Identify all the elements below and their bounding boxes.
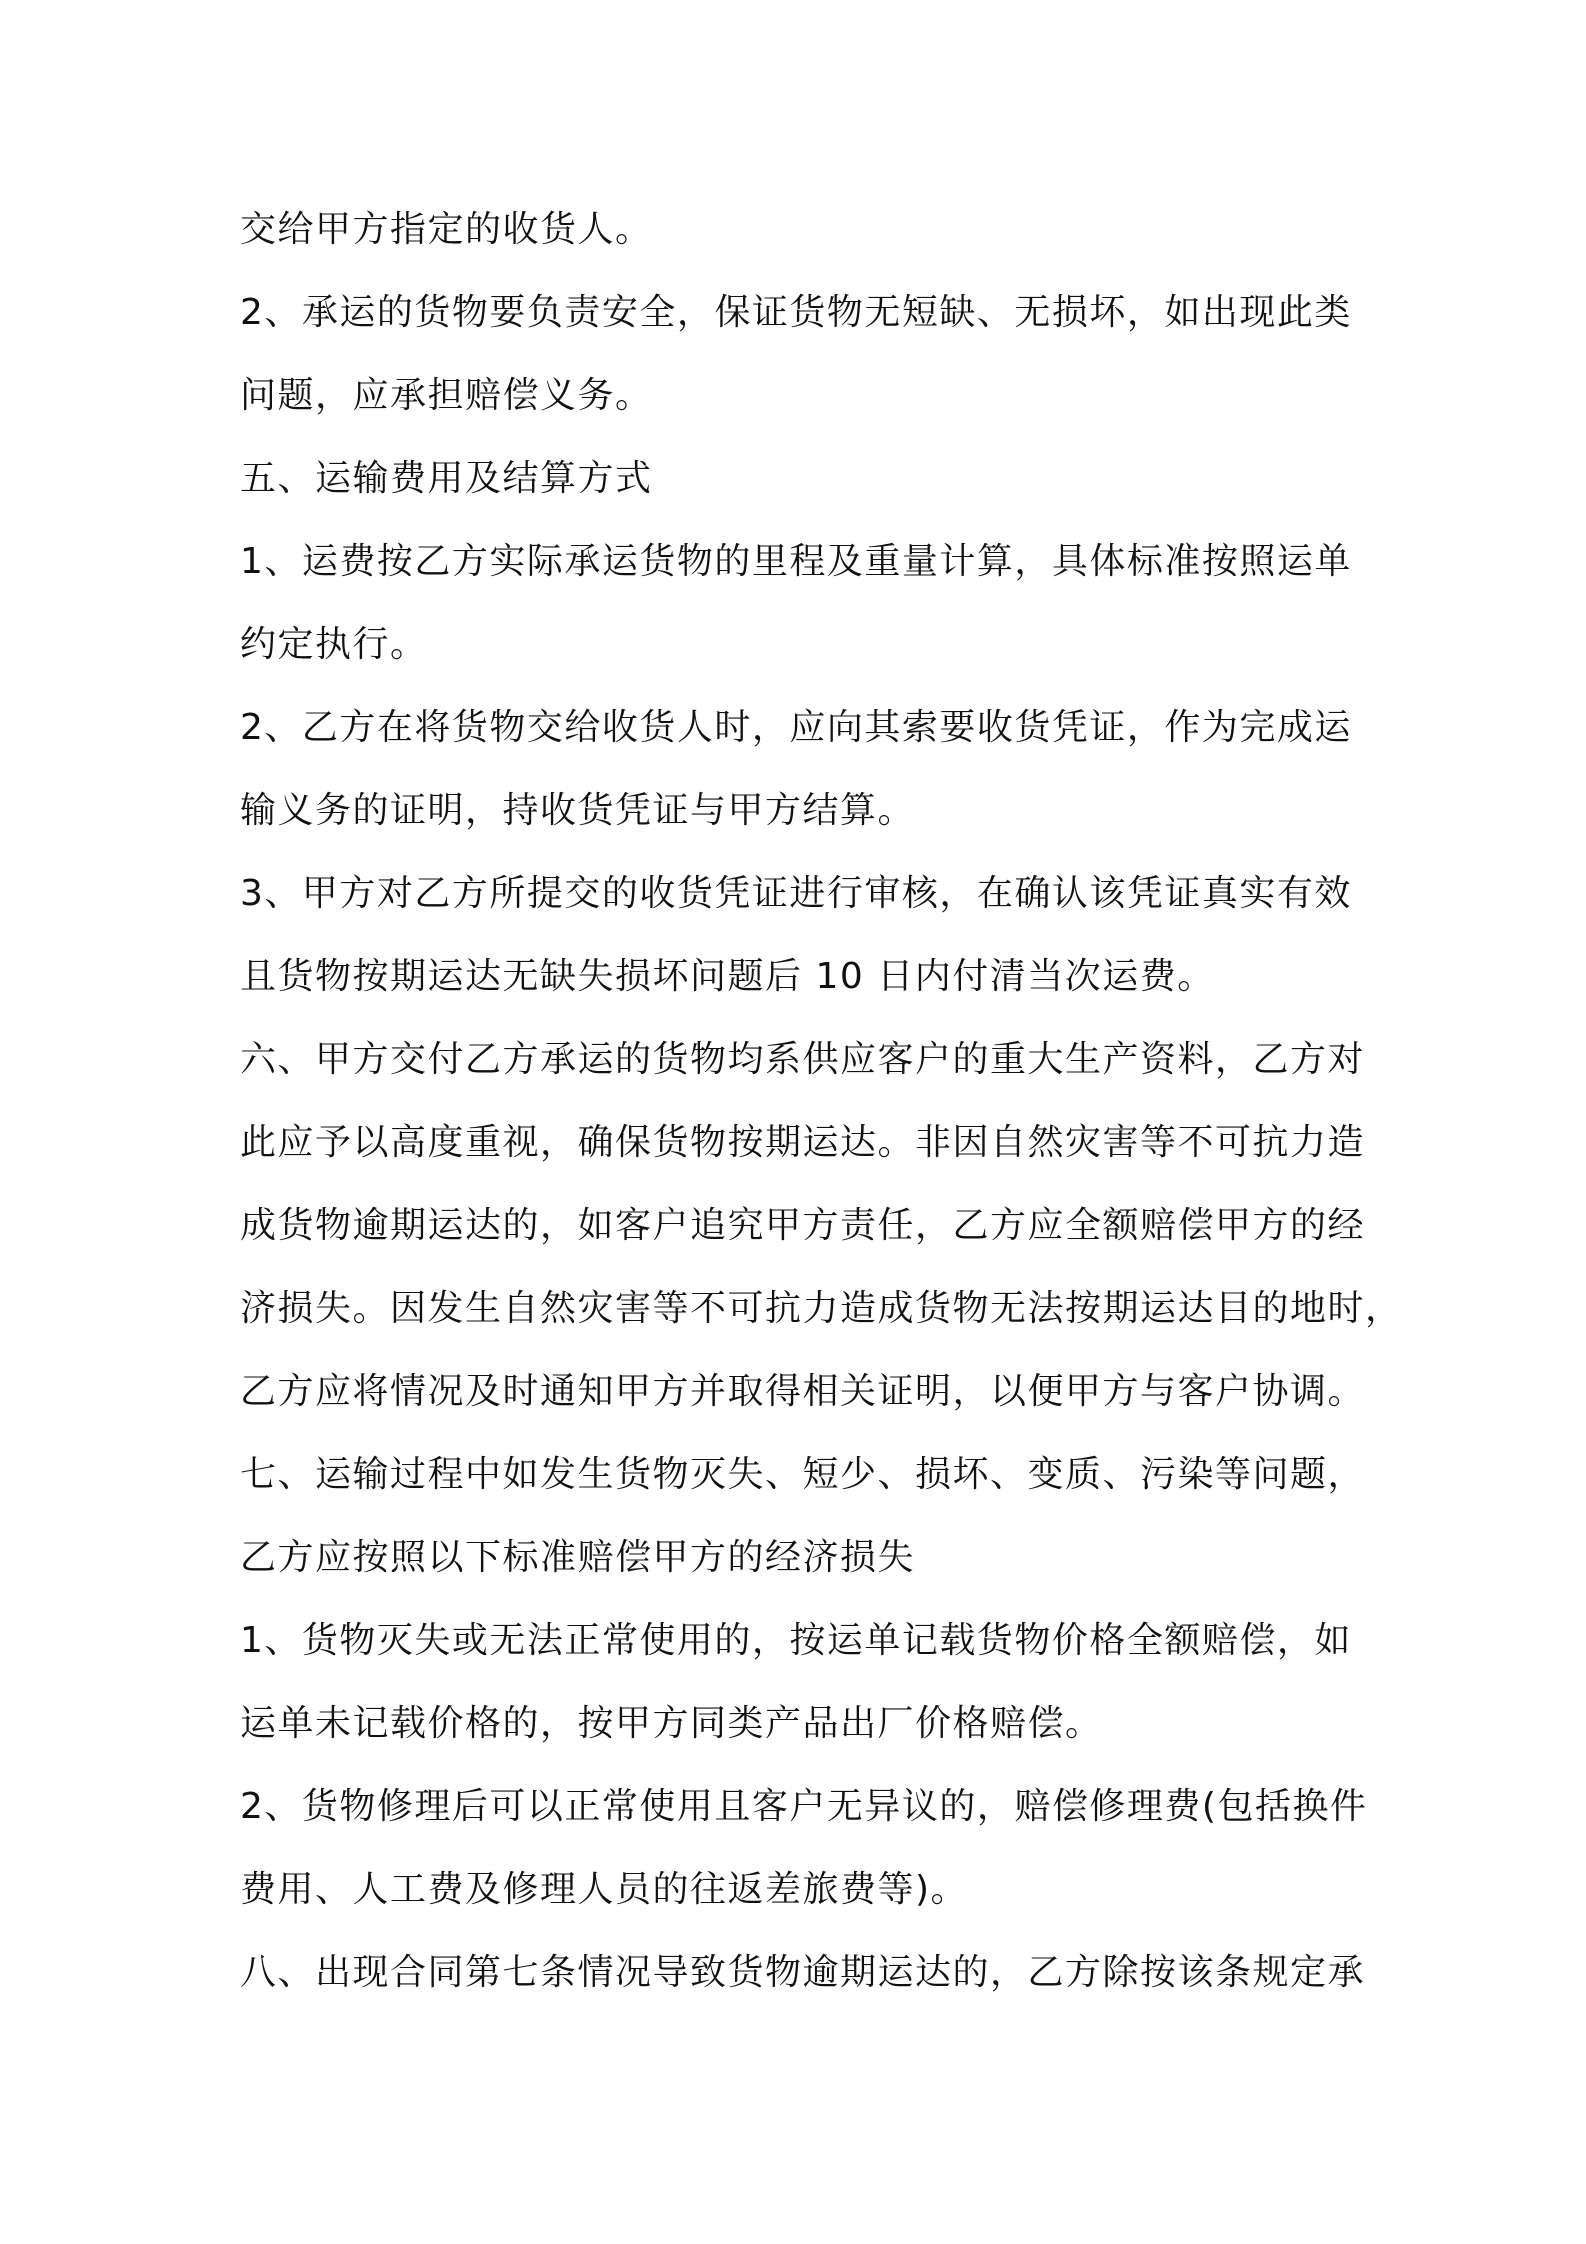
text-line: 成货物逾期运达的，如客户追究甲方责任，乙方应全额赔偿甲方的经 [240,1205,1366,1246]
section-heading: 五、运输费用及结算方式 [240,458,653,499]
text-line: 乙方应将情况及时通知甲方并取得相关证明，以便甲方与客户协调。 [240,1371,1366,1412]
text-line: 此应予以高度重视，确保货物按期运达。非因自然灾害等不可抗力造 [240,1122,1366,1163]
text-line: 且货物按期运达无缺失损坏问题后 10 日内付清当次运费。 [240,956,1215,997]
text-line: 问题，应承担赔偿义务。 [240,375,653,416]
text-line: 济损失。因发生自然灾害等不可抗力造成货物无法按期运达目的地时， [240,1288,1403,1329]
section-heading: 七、运输过程中如发生货物灭失、短少、损坏、变质、污染等问题， [240,1454,1366,1495]
text-line: 2、乙方在将货物交给收货人时，应向其索要收货凭证，作为完成运 [240,707,1352,748]
text-line: 六、甲方交付乙方承运的货物均系供应客户的重大生产资料，乙方对 [240,1039,1366,1080]
text-line: 费用、人工费及修理人员的往返差旅费等)。 [240,1869,969,1910]
text-line: 输义务的证明，持收货凭证与甲方结算。 [240,790,916,831]
text-line: 约定执行。 [240,624,428,665]
text-line: 3、甲方对乙方所提交的收货凭证进行审核，在确认该凭证真实有效 [240,873,1352,914]
text-line: 2、货物修理后可以正常使用且客户无异议的，赔偿修理费(包括换件 [240,1786,1368,1827]
text-line: 1、货物灭失或无法正常使用的，按运单记载货物价格全额赔偿，如 [240,1620,1352,1661]
text-line: 乙方应按照以下标准赔偿甲方的经济损失 [240,1537,916,1578]
section-heading: 八、出现合同第七条情况导致货物逾期运达的，乙方除按该条规定承 [240,1952,1366,1993]
text-line: 交给甲方指定的收货人。 [240,209,653,250]
text-line: 2、承运的货物要负责安全，保证货物无短缺、无损坏，如出现此类 [240,292,1352,333]
text-line: 运单未记载价格的，按甲方同类产品出厂价格赔偿。 [240,1703,1103,1744]
text-line: 1、运费按乙方实际承运货物的里程及重量计算，具体标准按照运单 [240,541,1352,582]
